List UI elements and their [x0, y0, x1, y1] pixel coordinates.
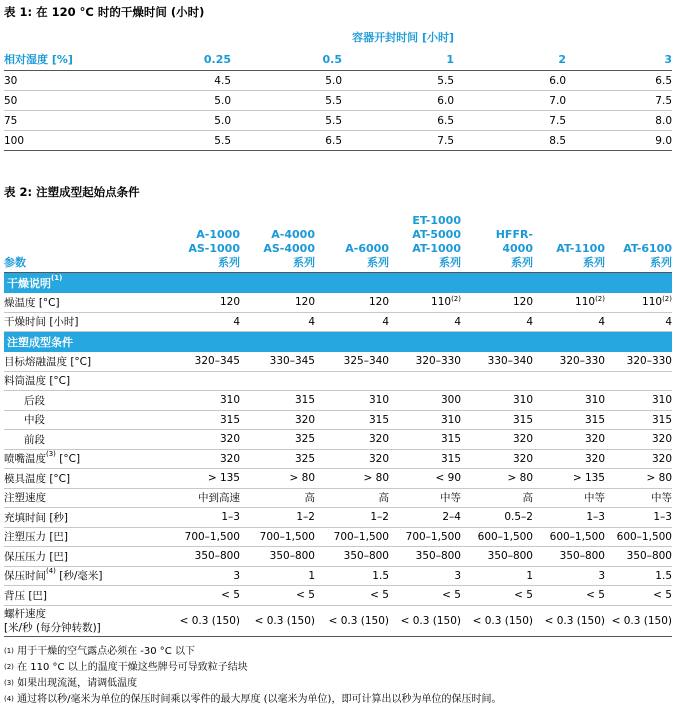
value-cell: < 0.3 (150): [605, 605, 672, 636]
value-cell: 9.0: [566, 131, 672, 151]
value-cell: 中到高速: [140, 488, 240, 508]
table-row: [4, 605, 672, 636]
value-cell: 中等: [533, 488, 605, 508]
table-row: [4, 131, 672, 151]
table1-col-header: 0.5: [231, 48, 342, 71]
value-cell: 600–1,500: [533, 527, 605, 547]
value-cell: 高: [461, 488, 533, 508]
value-cell: 315: [389, 449, 461, 469]
value-cell: > 80: [605, 469, 672, 489]
value-cell: 7.5: [342, 131, 454, 151]
value-cell: 350–800: [140, 547, 240, 567]
value-cell: 4: [315, 312, 389, 332]
table1-row-header: 相对湿度 [%]: [4, 48, 114, 71]
value-cell: 320: [533, 449, 605, 469]
table-row: [4, 566, 672, 586]
param-label: 燥温度 [°C]: [4, 293, 140, 312]
value-cell: 8.5: [454, 131, 566, 151]
table1-title-text: 在 120 °C 时的干燥时间 (小时): [36, 5, 205, 19]
value-cell: < 5: [461, 586, 533, 606]
table-row: [4, 111, 672, 131]
value-cell: > 80: [315, 469, 389, 489]
value-cell: 7.5: [454, 111, 566, 131]
grade-column-header: AT-1100 系列: [533, 208, 605, 273]
table2-header-row: [4, 208, 672, 273]
value-cell: 350–800: [533, 547, 605, 567]
drying-time-table: [4, 26, 672, 151]
footnote: $^{(1)}$ 用于干燥的空气露点必须在 -30 °C 以下: [4, 646, 195, 657]
value-cell: < 5: [140, 586, 240, 606]
value-cell: 300: [389, 391, 461, 411]
table-row: [4, 449, 672, 469]
value-cell: 320: [240, 410, 315, 430]
footnotes: [4, 644, 501, 708]
value-cell: 120: [140, 293, 240, 312]
value-cell: 中等: [389, 488, 461, 508]
value-cell: 310: [533, 391, 605, 411]
value-cell: 310: [389, 410, 461, 430]
value-cell: 6.5: [342, 111, 454, 131]
param-label: 中段: [4, 410, 140, 430]
param-label: 保压压力 [巴]: [4, 547, 140, 567]
grade-column-header: ET-1000 AT-5000 AT-1000 系列: [389, 208, 461, 273]
value-cell: < 5: [315, 586, 389, 606]
table2-label: 表 2:: [4, 185, 33, 199]
value-cell: 700–1,500: [240, 527, 315, 547]
value-cell: 315: [533, 410, 605, 430]
value-cell: 330–345: [240, 352, 315, 371]
value-cell: 310: [315, 391, 389, 411]
param-label: 充填时间 [秒]: [4, 508, 140, 528]
rh-cell: 75: [4, 111, 114, 131]
value-cell: 700–1,500: [389, 527, 461, 547]
value-cell: 高: [240, 488, 315, 508]
value-cell: 320–330: [533, 352, 605, 371]
value-cell: > 135: [140, 469, 240, 489]
value-cell: < 5: [389, 586, 461, 606]
param-label: 螺杆速度 [米/秒 (每分钟转数)]: [4, 605, 140, 636]
value-cell: 350–800: [461, 547, 533, 567]
value-cell: 315: [240, 391, 315, 411]
table1-col-header: 0.25: [114, 48, 231, 71]
value-cell: 中等: [605, 488, 672, 508]
value-cell: < 5: [533, 586, 605, 606]
value-cell: < 0.3 (150): [240, 605, 315, 636]
table-row: [4, 586, 672, 606]
value-cell: 320–345: [140, 352, 240, 371]
value-cell: 315: [605, 410, 672, 430]
table-row: [4, 430, 672, 450]
table-row: [4, 371, 672, 391]
value-cell: 320: [605, 430, 672, 450]
value-cell: 1–3: [533, 508, 605, 528]
value-cell: 320: [461, 430, 533, 450]
value-cell: 5.5: [114, 131, 231, 151]
value-cell: 4: [605, 312, 672, 332]
value-cell: 320: [140, 430, 240, 450]
table-row: [4, 527, 672, 547]
value-cell: 310: [461, 391, 533, 411]
value-cell: < 0.3 (150): [533, 605, 605, 636]
value-cell: < 0.3 (150): [140, 605, 240, 636]
value-cell: 5.0: [114, 111, 231, 131]
value-cell: 6.5: [231, 131, 342, 151]
value-cell: 600–1,500: [461, 527, 533, 547]
param-label: 保压时间$^{(4)}$ [秒/毫米]: [4, 566, 140, 586]
grade-column-header: HFFR- 4000 系列: [461, 208, 533, 273]
table-row: [4, 352, 672, 371]
value-cell: 1: [461, 566, 533, 586]
value-cell: 7.5: [566, 91, 672, 111]
value-cell: 315: [140, 410, 240, 430]
table-row: [4, 547, 672, 567]
table-row: [4, 488, 672, 508]
value-cell: > 80: [240, 469, 315, 489]
value-cell: 4: [461, 312, 533, 332]
value-cell: 120: [240, 293, 315, 312]
value-cell: 8.0: [566, 111, 672, 131]
table1-group-header: 容器开封时间 [小时]: [352, 31, 454, 44]
value-cell: < 90: [389, 469, 461, 489]
value-cell: 6.0: [342, 91, 454, 111]
value-cell: 310: [605, 391, 672, 411]
value-cell: 310: [140, 391, 240, 411]
value-cell: < 5: [240, 586, 315, 606]
table1-title: [4, 4, 204, 20]
grade-column-header: A-4000 AS-4000 系列: [240, 208, 315, 273]
value-cell: 350–800: [315, 547, 389, 567]
value-cell: 3: [389, 566, 461, 586]
value-cell: 325: [240, 449, 315, 469]
value-cell: 5.5: [342, 71, 454, 91]
section-drying: 干燥说明$^{(1)}$: [4, 273, 672, 294]
param-label: 背压 [巴]: [4, 586, 140, 606]
value-cell: 700–1,500: [140, 527, 240, 547]
value-cell: 7.0: [454, 91, 566, 111]
table-row: [4, 391, 672, 411]
value-cell: 6.5: [566, 71, 672, 91]
param-label: 料筒温度 [°C]: [4, 371, 672, 391]
value-cell: < 0.3 (150): [315, 605, 389, 636]
grade-column-header: A-6000 系列: [315, 208, 389, 273]
value-cell: 315: [461, 410, 533, 430]
value-cell: 325–340: [315, 352, 389, 371]
section-molding: 注塑成型条件: [4, 332, 672, 353]
value-cell: < 0.3 (150): [461, 605, 533, 636]
table1-label: 表 1:: [4, 5, 33, 19]
footnote: $^{(2)}$ 在 110 °C 以上的温度干燥这些牌号可导致粒子结块: [4, 662, 248, 673]
value-cell: 320: [461, 449, 533, 469]
footnote: $^{(3)}$ 如果出现流涎，请调低温度: [4, 678, 138, 689]
value-cell: 1.5: [315, 566, 389, 586]
rh-cell: 50: [4, 91, 114, 111]
table1-col-header: 1: [342, 48, 454, 71]
rh-cell: 30: [4, 71, 114, 91]
param-label: 干燥时间 [小时]: [4, 312, 140, 332]
value-cell: 0.5–2: [461, 508, 533, 528]
value-cell: 350–800: [240, 547, 315, 567]
value-cell: 320: [315, 430, 389, 450]
value-cell: 5.5: [231, 111, 342, 131]
value-cell: 1–3: [140, 508, 240, 528]
param-label: 注塑速度: [4, 488, 140, 508]
value-cell: 4: [240, 312, 315, 332]
param-label: 后段: [4, 391, 140, 411]
value-cell: 320: [533, 430, 605, 450]
table-row: [4, 91, 672, 111]
value-cell: 320–330: [605, 352, 672, 371]
value-cell: 4: [389, 312, 461, 332]
value-cell: 120: [315, 293, 389, 312]
param-header: 参数: [4, 208, 140, 273]
table-row: [4, 410, 672, 430]
param-label: 模具温度 [°C]: [4, 469, 140, 489]
value-cell: 320–330: [389, 352, 461, 371]
footnote: $^{(4)}$ 通过将以秒/毫米为单位的保压时间乘以零件的最大厚度 (以毫米为单位)，即可计算出以秒为单位的保压时间。: [4, 694, 502, 705]
value-cell: 110$^{(2)}$: [389, 293, 461, 312]
molding-conditions-table: [4, 208, 672, 637]
value-cell: 1–2: [315, 508, 389, 528]
value-cell: 600–1,500: [605, 527, 672, 547]
value-cell: 3: [140, 566, 240, 586]
value-cell: 3: [533, 566, 605, 586]
value-cell: 315: [389, 430, 461, 450]
grade-column-header: A-1000 AS-1000 系列: [140, 208, 240, 273]
value-cell: 高: [315, 488, 389, 508]
value-cell: 6.0: [454, 71, 566, 91]
value-cell: 1–2: [240, 508, 315, 528]
param-label: 前段: [4, 430, 140, 450]
value-cell: 110$^{(2)}$: [533, 293, 605, 312]
table-row: [4, 71, 672, 91]
table-row: [4, 469, 672, 489]
table-row: [4, 293, 672, 312]
rh-cell: 100: [4, 131, 114, 151]
grade-column-header: AT-6100 系列: [605, 208, 672, 273]
value-cell: 320: [140, 449, 240, 469]
value-cell: > 135: [533, 469, 605, 489]
table2-title: [4, 184, 140, 200]
table-row: [4, 312, 672, 332]
table2-title-text: 注塑成型起始点条件: [36, 185, 140, 199]
value-cell: 350–800: [605, 547, 672, 567]
value-cell: 4.5: [114, 71, 231, 91]
value-cell: 110$^{(2)}$: [605, 293, 672, 312]
value-cell: 320: [605, 449, 672, 469]
value-cell: < 5: [605, 586, 672, 606]
value-cell: 330–340: [461, 352, 533, 371]
table-row: [4, 508, 672, 528]
value-cell: 5.0: [231, 71, 342, 91]
value-cell: 325: [240, 430, 315, 450]
value-cell: 315: [315, 410, 389, 430]
value-cell: > 80: [461, 469, 533, 489]
value-cell: < 0.3 (150): [389, 605, 461, 636]
value-cell: 1–3: [605, 508, 672, 528]
value-cell: 350–800: [389, 547, 461, 567]
param-label: 喷嘴温度$^{(3)}$ [°C]: [4, 449, 140, 469]
value-cell: 4: [533, 312, 605, 332]
value-cell: 2–4: [389, 508, 461, 528]
value-cell: 120: [461, 293, 533, 312]
param-label: 目标熔融温度 [°C]: [4, 352, 140, 371]
table1-col-header: 3: [566, 48, 672, 71]
table1-col-header: 2: [454, 48, 566, 71]
value-cell: 5.5: [231, 91, 342, 111]
value-cell: 5.0: [114, 91, 231, 111]
value-cell: 1.5: [605, 566, 672, 586]
value-cell: 4: [140, 312, 240, 332]
value-cell: 320: [315, 449, 389, 469]
value-cell: 700–1,500: [315, 527, 389, 547]
value-cell: 1: [240, 566, 315, 586]
param-label: 注塑压力 [巴]: [4, 527, 140, 547]
